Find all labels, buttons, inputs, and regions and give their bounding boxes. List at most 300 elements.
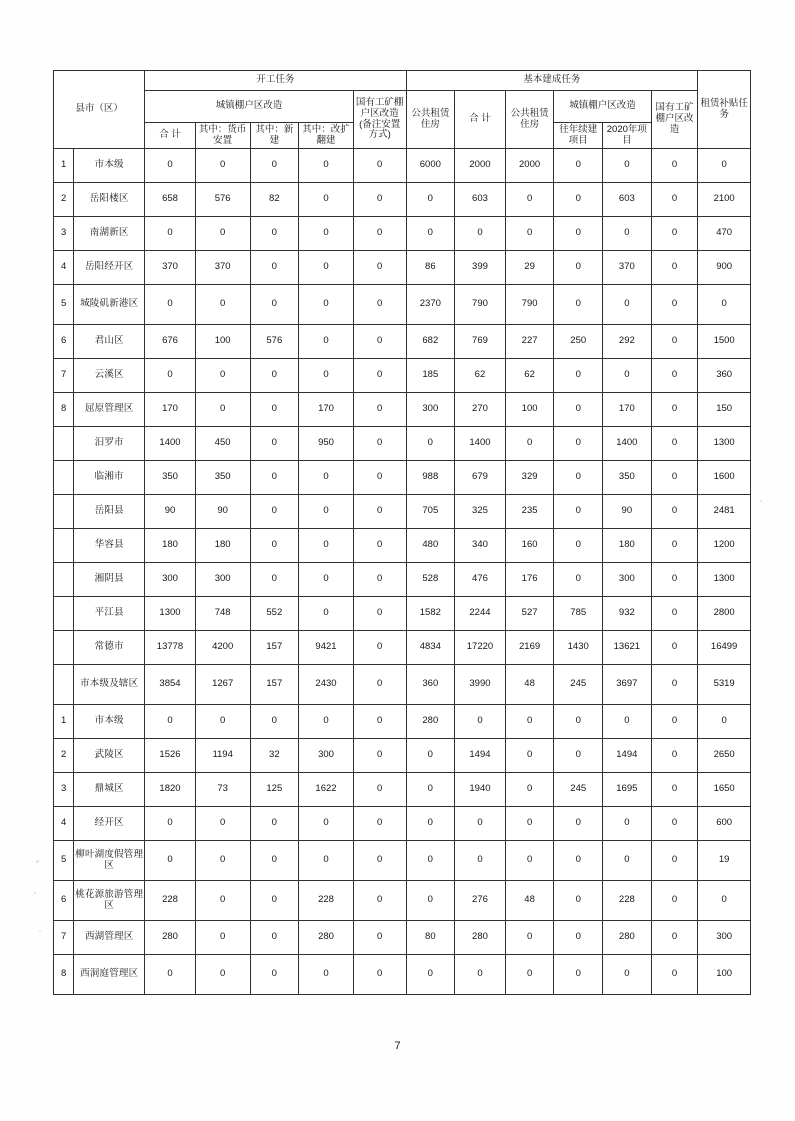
row-value: 0 bbox=[353, 217, 406, 251]
row-value: 1494 bbox=[455, 739, 506, 773]
row-value: 0 bbox=[651, 807, 698, 841]
row-value: 292 bbox=[603, 325, 652, 359]
row-value: 0 bbox=[651, 183, 698, 217]
row-value: 125 bbox=[250, 773, 299, 807]
row-value: 576 bbox=[195, 183, 250, 217]
page-number: 7 bbox=[394, 1040, 401, 1052]
row-value: 6000 bbox=[406, 149, 455, 183]
row-value: 0 bbox=[505, 773, 554, 807]
row-value: 399 bbox=[455, 251, 506, 285]
row-value: 0 bbox=[698, 705, 751, 739]
row-value: 1300 bbox=[145, 597, 196, 631]
row-value: 0 bbox=[195, 285, 250, 325]
row-value: 2481 bbox=[698, 495, 751, 529]
row-value: 0 bbox=[353, 773, 406, 807]
housing-task-table-wrapper bbox=[53, 70, 751, 995]
row-value: 0 bbox=[299, 495, 354, 529]
row-value: 0 bbox=[353, 183, 406, 217]
header-complete-prev-continue: 往年续建项目 bbox=[554, 123, 603, 149]
row-value: 170 bbox=[299, 393, 354, 427]
header-start-rebuild: 其中：改扩翻建 bbox=[299, 123, 354, 149]
row-value: 0 bbox=[698, 149, 751, 183]
header-start-urban-shanty: 城镇棚户区改造 bbox=[145, 91, 354, 123]
row-value: 0 bbox=[554, 461, 603, 495]
paper-speck bbox=[34, 892, 36, 894]
row-value: 790 bbox=[505, 285, 554, 325]
row-value: 0 bbox=[651, 393, 698, 427]
row-value: 0 bbox=[250, 285, 299, 325]
row-value: 0 bbox=[505, 427, 554, 461]
row-value: 1820 bbox=[145, 773, 196, 807]
row-value: 0 bbox=[299, 217, 354, 251]
row-value: 3990 bbox=[455, 665, 506, 705]
row-value: 785 bbox=[554, 597, 603, 631]
table-row bbox=[54, 251, 751, 285]
row-value: 0 bbox=[353, 807, 406, 841]
row-value: 0 bbox=[406, 739, 455, 773]
row-value: 0 bbox=[195, 217, 250, 251]
header-group-start: 开工任务 bbox=[145, 71, 406, 91]
header-start-monetary: 其中：货币安置 bbox=[195, 123, 250, 149]
row-value: 0 bbox=[299, 807, 354, 841]
row-value: 32 bbox=[250, 739, 299, 773]
row-value: 170 bbox=[603, 393, 652, 427]
header-complete-soe-mine-shanty: 国有工矿棚户区改造 bbox=[651, 91, 698, 149]
row-value: 2100 bbox=[698, 183, 751, 217]
row-value: 682 bbox=[406, 325, 455, 359]
row-value: 0 bbox=[505, 807, 554, 841]
row-value: 0 bbox=[195, 149, 250, 183]
row-value: 0 bbox=[406, 183, 455, 217]
row-value: 3854 bbox=[145, 665, 196, 705]
row-value: 280 bbox=[603, 921, 652, 955]
row-index: 4 bbox=[54, 251, 74, 285]
row-value: 5319 bbox=[698, 665, 751, 705]
row-value: 603 bbox=[455, 183, 506, 217]
row-value: 0 bbox=[651, 841, 698, 881]
row-value: 0 bbox=[299, 841, 354, 881]
table-row bbox=[54, 773, 751, 807]
row-value: 0 bbox=[195, 921, 250, 955]
row-region-name: 君山区 bbox=[74, 325, 145, 359]
row-value: 1194 bbox=[195, 739, 250, 773]
row-value: 228 bbox=[603, 881, 652, 921]
header-rental-subsidy: 租赁补贴任务 bbox=[698, 71, 751, 149]
table-row bbox=[54, 955, 751, 995]
header-start-new: 其中：新 建 bbox=[250, 123, 299, 149]
row-value: 705 bbox=[406, 495, 455, 529]
row-region-name: 汨罗市 bbox=[74, 427, 145, 461]
row-value: 0 bbox=[250, 495, 299, 529]
row-value: 100 bbox=[195, 325, 250, 359]
header-start-soe-mine-shanty: 国有工矿棚户区改造(备注安置方式) bbox=[353, 91, 406, 149]
row-value: 0 bbox=[195, 359, 250, 393]
row-value: 0 bbox=[299, 955, 354, 995]
row-value: 988 bbox=[406, 461, 455, 495]
row-value: 228 bbox=[299, 881, 354, 921]
row-value: 0 bbox=[250, 921, 299, 955]
row-value: 0 bbox=[195, 955, 250, 995]
row-value: 16499 bbox=[698, 631, 751, 665]
row-value: 0 bbox=[145, 149, 196, 183]
row-value: 300 bbox=[299, 739, 354, 773]
row-value: 1300 bbox=[698, 427, 751, 461]
table-row bbox=[54, 921, 751, 955]
row-index: 5 bbox=[54, 841, 74, 881]
row-value: 0 bbox=[299, 183, 354, 217]
row-value: 0 bbox=[651, 705, 698, 739]
row-value: 0 bbox=[651, 597, 698, 631]
row-value: 0 bbox=[554, 393, 603, 427]
row-value: 2650 bbox=[698, 739, 751, 773]
row-value: 1600 bbox=[698, 461, 751, 495]
row-index bbox=[54, 665, 74, 705]
row-value: 180 bbox=[195, 529, 250, 563]
row-region-name: 岳阳经开区 bbox=[74, 251, 145, 285]
row-value: 0 bbox=[250, 149, 299, 183]
header-region: 县市（区） bbox=[54, 71, 145, 149]
row-value: 48 bbox=[505, 665, 554, 705]
row-value: 0 bbox=[505, 183, 554, 217]
row-value: 0 bbox=[145, 217, 196, 251]
row-value: 280 bbox=[455, 921, 506, 955]
row-region-name: 市本级 bbox=[74, 705, 145, 739]
row-value: 0 bbox=[145, 705, 196, 739]
row-value: 0 bbox=[406, 773, 455, 807]
row-value: 2000 bbox=[455, 149, 506, 183]
row-value: 0 bbox=[299, 705, 354, 739]
row-value: 0 bbox=[651, 921, 698, 955]
row-value: 0 bbox=[554, 955, 603, 995]
row-value: 0 bbox=[406, 807, 455, 841]
row-value: 0 bbox=[651, 773, 698, 807]
row-value: 0 bbox=[353, 597, 406, 631]
row-value: 360 bbox=[698, 359, 751, 393]
row-value: 0 bbox=[299, 359, 354, 393]
row-value: 576 bbox=[250, 325, 299, 359]
row-value: 0 bbox=[250, 427, 299, 461]
housing-task-table bbox=[53, 70, 751, 995]
row-value: 0 bbox=[698, 881, 751, 921]
row-region-name: 市本级及辖区 bbox=[74, 665, 145, 705]
row-value: 48 bbox=[505, 881, 554, 921]
row-value: 790 bbox=[455, 285, 506, 325]
row-value: 0 bbox=[145, 807, 196, 841]
row-value: 170 bbox=[145, 393, 196, 427]
row-value: 13778 bbox=[145, 631, 196, 665]
table-row bbox=[54, 285, 751, 325]
row-value: 0 bbox=[698, 285, 751, 325]
row-value: 157 bbox=[250, 665, 299, 705]
table-row bbox=[54, 881, 751, 921]
header-group-complete: 基本建成任务 bbox=[406, 71, 698, 91]
row-value: 0 bbox=[299, 461, 354, 495]
table-row bbox=[54, 359, 751, 393]
row-value: 2800 bbox=[698, 597, 751, 631]
row-value: 0 bbox=[353, 739, 406, 773]
row-value: 0 bbox=[554, 921, 603, 955]
row-value: 1267 bbox=[195, 665, 250, 705]
row-value: 0 bbox=[353, 841, 406, 881]
row-value: 1494 bbox=[603, 739, 652, 773]
row-value: 0 bbox=[455, 807, 506, 841]
row-value: 270 bbox=[455, 393, 506, 427]
row-value: 0 bbox=[455, 705, 506, 739]
row-value: 528 bbox=[406, 563, 455, 597]
row-value: 2430 bbox=[299, 665, 354, 705]
row-region-name: 南湖新区 bbox=[74, 217, 145, 251]
row-region-name: 湘阴县 bbox=[74, 563, 145, 597]
row-value: 0 bbox=[250, 563, 299, 597]
row-value: 1200 bbox=[698, 529, 751, 563]
row-value: 0 bbox=[455, 955, 506, 995]
row-value: 2370 bbox=[406, 285, 455, 325]
row-region-name: 西湖管理区 bbox=[74, 921, 145, 955]
header-complete-urban-shanty: 城镇棚户区改造 bbox=[554, 91, 651, 123]
row-region-name: 华容县 bbox=[74, 529, 145, 563]
paper-speck bbox=[760, 500, 762, 502]
row-value: 450 bbox=[195, 427, 250, 461]
row-value: 0 bbox=[505, 217, 554, 251]
row-region-name: 城陵矶新港区 bbox=[74, 285, 145, 325]
row-value: 0 bbox=[651, 665, 698, 705]
row-value: 0 bbox=[250, 841, 299, 881]
row-value: 0 bbox=[195, 393, 250, 427]
row-value: 300 bbox=[406, 393, 455, 427]
row-value: 4834 bbox=[406, 631, 455, 665]
row-index: 6 bbox=[54, 325, 74, 359]
header-complete-public-rental: 公共租赁住房 bbox=[505, 91, 554, 149]
row-value: 0 bbox=[554, 251, 603, 285]
table-row bbox=[54, 393, 751, 427]
row-value: 0 bbox=[651, 631, 698, 665]
row-value: 73 bbox=[195, 773, 250, 807]
row-index: 3 bbox=[54, 773, 74, 807]
row-value: 300 bbox=[145, 563, 196, 597]
row-value: 0 bbox=[250, 251, 299, 285]
row-value: 180 bbox=[603, 529, 652, 563]
row-value: 0 bbox=[505, 921, 554, 955]
row-index: 1 bbox=[54, 705, 74, 739]
row-value: 0 bbox=[353, 427, 406, 461]
row-value: 1500 bbox=[698, 325, 751, 359]
row-region-name: 市本级 bbox=[74, 149, 145, 183]
row-index bbox=[54, 427, 74, 461]
row-value: 0 bbox=[651, 529, 698, 563]
row-value: 0 bbox=[406, 881, 455, 921]
row-value: 0 bbox=[651, 359, 698, 393]
row-value: 160 bbox=[505, 529, 554, 563]
row-value: 0 bbox=[651, 427, 698, 461]
row-value: 0 bbox=[554, 739, 603, 773]
row-value: 86 bbox=[406, 251, 455, 285]
row-value: 0 bbox=[353, 631, 406, 665]
row-value: 0 bbox=[651, 881, 698, 921]
row-region-name: 武陵区 bbox=[74, 739, 145, 773]
row-index: 7 bbox=[54, 359, 74, 393]
row-value: 0 bbox=[353, 149, 406, 183]
row-value: 0 bbox=[353, 921, 406, 955]
row-value: 0 bbox=[195, 881, 250, 921]
row-index bbox=[54, 597, 74, 631]
row-value: 100 bbox=[698, 955, 751, 995]
table-row bbox=[54, 807, 751, 841]
row-value: 1430 bbox=[554, 631, 603, 665]
row-value: 0 bbox=[603, 217, 652, 251]
row-value: 676 bbox=[145, 325, 196, 359]
row-value: 0 bbox=[603, 705, 652, 739]
row-value: 527 bbox=[505, 597, 554, 631]
row-value: 900 bbox=[698, 251, 751, 285]
table-row bbox=[54, 461, 751, 495]
row-value: 0 bbox=[299, 597, 354, 631]
row-value: 0 bbox=[455, 841, 506, 881]
row-value: 157 bbox=[250, 631, 299, 665]
row-value: 0 bbox=[554, 705, 603, 739]
row-value: 0 bbox=[353, 529, 406, 563]
row-index: 1 bbox=[54, 149, 74, 183]
row-value: 176 bbox=[505, 563, 554, 597]
row-value: 0 bbox=[406, 217, 455, 251]
row-value: 0 bbox=[651, 495, 698, 529]
row-value: 0 bbox=[651, 217, 698, 251]
row-value: 1582 bbox=[406, 597, 455, 631]
table-row bbox=[54, 563, 751, 597]
row-value: 350 bbox=[145, 461, 196, 495]
row-value: 19 bbox=[698, 841, 751, 881]
row-index: 2 bbox=[54, 183, 74, 217]
row-value: 658 bbox=[145, 183, 196, 217]
row-value: 0 bbox=[353, 251, 406, 285]
row-value: 0 bbox=[603, 841, 652, 881]
row-index: 2 bbox=[54, 739, 74, 773]
row-value: 0 bbox=[145, 285, 196, 325]
row-value: 932 bbox=[603, 597, 652, 631]
row-value: 2169 bbox=[505, 631, 554, 665]
table-row bbox=[54, 495, 751, 529]
row-value: 0 bbox=[554, 841, 603, 881]
row-value: 82 bbox=[250, 183, 299, 217]
row-value: 0 bbox=[603, 807, 652, 841]
row-index: 3 bbox=[54, 217, 74, 251]
row-value: 0 bbox=[353, 325, 406, 359]
header-complete-2020: 2020年项目 bbox=[603, 123, 652, 149]
table-row bbox=[54, 325, 751, 359]
row-value: 0 bbox=[353, 563, 406, 597]
row-value: 0 bbox=[651, 325, 698, 359]
row-value: 0 bbox=[250, 955, 299, 995]
row-value: 0 bbox=[505, 841, 554, 881]
row-value: 0 bbox=[250, 529, 299, 563]
row-value: 2244 bbox=[455, 597, 506, 631]
row-value: 0 bbox=[353, 705, 406, 739]
row-value: 0 bbox=[250, 705, 299, 739]
row-value: 1650 bbox=[698, 773, 751, 807]
header-start-subtotal: 合 计 bbox=[145, 123, 196, 149]
row-value: 0 bbox=[353, 881, 406, 921]
table-body bbox=[54, 149, 751, 995]
row-value: 0 bbox=[195, 807, 250, 841]
row-index bbox=[54, 495, 74, 529]
row-value: 280 bbox=[145, 921, 196, 955]
row-value: 0 bbox=[505, 705, 554, 739]
row-value: 9421 bbox=[299, 631, 354, 665]
row-value: 0 bbox=[603, 285, 652, 325]
row-value: 0 bbox=[299, 251, 354, 285]
row-value: 350 bbox=[603, 461, 652, 495]
row-value: 90 bbox=[195, 495, 250, 529]
row-value: 1400 bbox=[603, 427, 652, 461]
row-value: 0 bbox=[195, 705, 250, 739]
row-value: 228 bbox=[145, 881, 196, 921]
row-region-name: 鼎城区 bbox=[74, 773, 145, 807]
row-value: 340 bbox=[455, 529, 506, 563]
row-value: 476 bbox=[455, 563, 506, 597]
row-value: 0 bbox=[603, 149, 652, 183]
row-value: 0 bbox=[353, 461, 406, 495]
row-index: 7 bbox=[54, 921, 74, 955]
row-index bbox=[54, 563, 74, 597]
row-region-name: 岳阳县 bbox=[74, 495, 145, 529]
row-value: 0 bbox=[651, 149, 698, 183]
row-index bbox=[54, 631, 74, 665]
row-value: 0 bbox=[353, 665, 406, 705]
row-value: 0 bbox=[250, 881, 299, 921]
row-value: 235 bbox=[505, 495, 554, 529]
table-row bbox=[54, 529, 751, 563]
row-value: 0 bbox=[505, 955, 554, 995]
row-value: 0 bbox=[554, 359, 603, 393]
table-row bbox=[54, 665, 751, 705]
row-value: 0 bbox=[353, 495, 406, 529]
row-value: 370 bbox=[145, 251, 196, 285]
row-value: 4200 bbox=[195, 631, 250, 665]
row-value: 100 bbox=[505, 393, 554, 427]
row-region-name: 平江县 bbox=[74, 597, 145, 631]
row-value: 62 bbox=[455, 359, 506, 393]
row-value: 180 bbox=[145, 529, 196, 563]
row-value: 29 bbox=[505, 251, 554, 285]
row-value: 245 bbox=[554, 665, 603, 705]
row-value: 0 bbox=[406, 955, 455, 995]
row-value: 769 bbox=[455, 325, 506, 359]
row-value: 0 bbox=[145, 955, 196, 995]
row-value: 950 bbox=[299, 427, 354, 461]
row-value: 13621 bbox=[603, 631, 652, 665]
table-row bbox=[54, 149, 751, 183]
row-value: 329 bbox=[505, 461, 554, 495]
row-value: 0 bbox=[651, 563, 698, 597]
row-value: 552 bbox=[250, 597, 299, 631]
row-value: 276 bbox=[455, 881, 506, 921]
row-value: 0 bbox=[554, 427, 603, 461]
table-row bbox=[54, 841, 751, 881]
row-value: 0 bbox=[145, 359, 196, 393]
row-value: 0 bbox=[299, 149, 354, 183]
row-value: 245 bbox=[554, 773, 603, 807]
row-value: 0 bbox=[554, 807, 603, 841]
row-value: 480 bbox=[406, 529, 455, 563]
row-index: 6 bbox=[54, 881, 74, 921]
row-value: 80 bbox=[406, 921, 455, 955]
row-region-name: 岳阳楼区 bbox=[74, 183, 145, 217]
row-value: 2000 bbox=[505, 149, 554, 183]
row-value: 1940 bbox=[455, 773, 506, 807]
row-region-name: 经开区 bbox=[74, 807, 145, 841]
row-region-name: 云溪区 bbox=[74, 359, 145, 393]
row-value: 0 bbox=[455, 217, 506, 251]
row-value: 62 bbox=[505, 359, 554, 393]
